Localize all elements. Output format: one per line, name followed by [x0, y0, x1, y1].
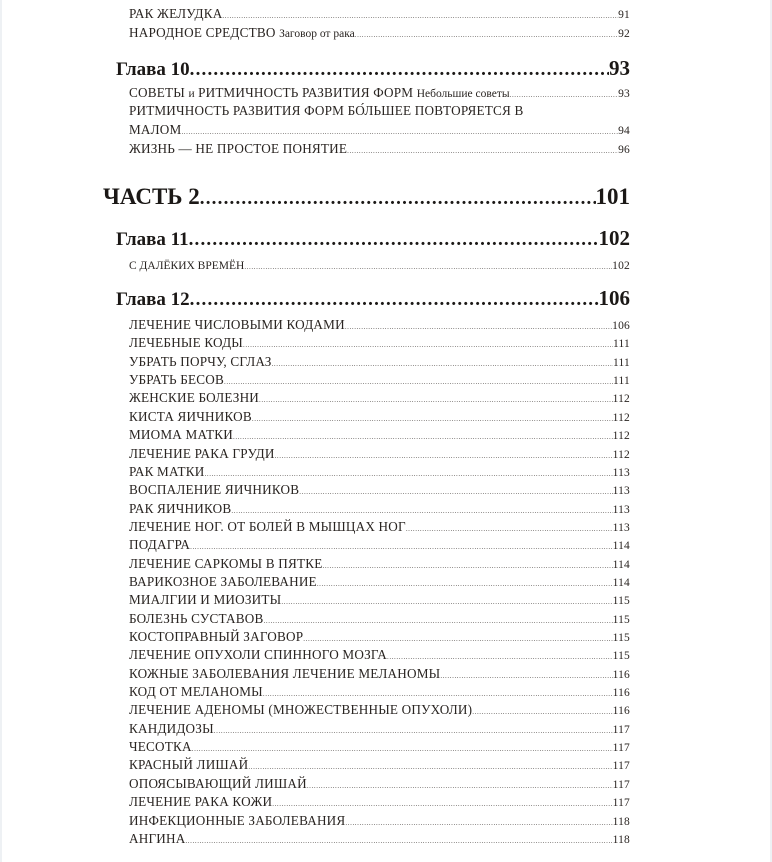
toc-entry-title: КИСТА ЯИЧНИКОВ [129, 408, 252, 424]
toc-entry-page: 117 [612, 723, 630, 736]
toc-entry[interactable] [129, 646, 630, 664]
toc-entry-title: РАК ЯИЧНИКОВ [129, 500, 232, 516]
toc-entry-page: 115 [612, 632, 630, 644]
toc-entry-page: 115 [612, 613, 630, 626]
dot-leader [307, 775, 613, 793]
toc-entry-page: 113 [612, 466, 630, 479]
toc-chapter-10[interactable] [116, 55, 630, 81]
toc-entry[interactable] [129, 793, 630, 811]
toc-entry[interactable] [129, 701, 630, 719]
toc-entry-title: ОПОЯСЫВАЮЩИЙ ЛИШАЙ [129, 775, 307, 791]
dot-leader [224, 371, 613, 389]
toc-entry-title: АНГИНА [129, 830, 186, 846]
toc-entry-title: МИОМА МАТКИ [129, 427, 233, 443]
toc-entry-page: 114 [612, 540, 630, 553]
toc-entry-page: 112 [612, 430, 630, 443]
toc-entry-page: 116 [612, 687, 630, 699]
dot-leader [189, 227, 599, 251]
toc-entry-title [129, 24, 355, 42]
toc-entry[interactable] [129, 518, 630, 536]
toc-entry-title: КОЖНЫЕ ЗАБОЛЕВАНИЯ ЛЕЧЕНИЕ МЕЛАНОМЫ [129, 665, 441, 681]
toc-entry[interactable] [129, 628, 630, 646]
toc-entry-page: 94 [618, 125, 630, 137]
dot-leader [263, 683, 613, 701]
toc-entry-page: 117 [612, 797, 630, 810]
toc-entry-page: 116 [612, 668, 630, 681]
toc-entry-title: ЖЕНСКИЕ БОЛЕЗНИ [129, 390, 260, 406]
toc-entry[interactable] [129, 121, 630, 139]
toc-entry[interactable] [129, 591, 630, 609]
toc-entry-page: 117 [612, 742, 630, 754]
toc-entry-title: ЖИЗНЬ — НЕ ПРОСТОЕ ПОНЯТИЕ [129, 141, 348, 156]
dot-leader [185, 830, 612, 848]
dot-leader [275, 445, 613, 463]
toc-entry-page: 111 [613, 375, 630, 388]
toc-entry-title: ИНФЕКЦИОННЫЕ ЗАБОЛЕВАНИЯ [129, 812, 346, 828]
toc-entry-page: 113 [612, 521, 630, 534]
chapter-title: Глава 11 [116, 229, 189, 250]
toc-entry-subtitle: Заговор от рака [279, 28, 355, 40]
dot-leader [303, 628, 612, 646]
toc-entry-page: 112 [612, 411, 630, 424]
toc-entry-page: 113 [612, 485, 630, 498]
toc-entry-page: 114 [612, 558, 630, 571]
dot-leader [281, 591, 612, 609]
toc-entry-title: КРАСНЫЙ ЛИШАЙ [129, 757, 249, 773]
toc-entry[interactable] [129, 720, 630, 738]
toc-entry-page: 96 [618, 144, 630, 156]
toc-entry-page: 115 [612, 650, 630, 663]
dot-leader [264, 610, 613, 628]
toc-entry-title: РАК ЖЕЛУДКА [129, 6, 223, 21]
toc-entry[interactable] [129, 445, 630, 463]
dot-leader [205, 463, 613, 481]
dot-leader [387, 646, 613, 664]
toc-entry[interactable] [129, 555, 630, 573]
toc-entry-title: ЛЕЧЕНИЕ АДЕНОМЫ (МНОЖЕСТВЕННЫЕ ОПУХОЛИ) [129, 702, 473, 718]
dot-leader [190, 57, 609, 81]
toc-entry-title: ЛЕЧЕНИЕ РАКА ГРУДИ [129, 445, 275, 461]
dot-leader [272, 353, 613, 371]
toc-entry-title: ПОДАГРА [129, 537, 191, 553]
toc-chapter-11[interactable] [116, 225, 630, 251]
toc-entry-title: РАК МАТКИ [129, 463, 205, 479]
toc-entry-connector: и [188, 88, 195, 100]
toc-entry-page: 113 [612, 503, 630, 516]
toc-part-2[interactable] [103, 181, 630, 213]
toc-entry-page: 93 [618, 88, 630, 100]
toc-entry[interactable] [129, 426, 630, 444]
toc-entry[interactable] [129, 683, 630, 701]
toc-entry[interactable] [129, 756, 630, 774]
toc-entry-page: 117 [612, 760, 630, 773]
part-page: 101 [595, 184, 630, 209]
dot-leader [222, 5, 618, 23]
toc-entry-title: КАНДИДОЗЫ [129, 720, 214, 736]
dot-leader [214, 720, 613, 738]
toc-entry-title: МАЛОМ [129, 122, 182, 137]
toc-entry[interactable] [129, 24, 630, 42]
toc-entry-title: ВОСПАЛЕНИЕ ЯИЧНИКОВ [129, 482, 300, 498]
toc-entry-page: 118 [612, 833, 630, 846]
dot-leader [181, 121, 618, 139]
toc-entry-title-second: РИТМИЧНОСТЬ РАЗВИТИЯ ФОРМ [198, 85, 414, 100]
dot-leader [200, 181, 596, 213]
toc-entry-title-main: СОВЕТЫ [129, 85, 185, 100]
toc-entry-subtitle: Небольшие советы [416, 88, 510, 100]
toc-entry-title: УБРАТЬ ПОРЧУ, СГЛАЗ [129, 353, 272, 369]
toc-entry-page: 91 [618, 9, 630, 21]
dot-leader [345, 812, 612, 830]
dot-leader [345, 316, 612, 334]
toc-entry-title: ЛЕЧЕБНЫЕ КОДЫ [129, 335, 244, 351]
chapter-title: Глава 12 [116, 289, 190, 310]
toc-entry[interactable] [129, 665, 630, 683]
toc-entry[interactable] [129, 500, 630, 518]
toc-entry-page: 114 [612, 576, 630, 589]
toc-entry[interactable] [129, 408, 630, 426]
dot-leader [272, 793, 612, 811]
toc-entry[interactable] [129, 316, 630, 334]
toc-entry[interactable] [129, 5, 630, 23]
page-edge-left [0, 0, 2, 862]
toc-entry-page: 117 [612, 778, 630, 791]
dot-leader [317, 573, 613, 591]
chapter-page: 102 [598, 226, 630, 250]
dot-leader [248, 756, 612, 774]
toc-entry-title: ВАРИКОЗНОЕ ЗАБОЛЕВАНИЕ [129, 573, 317, 589]
dot-leader [252, 408, 613, 426]
dot-leader [299, 481, 612, 499]
toc-entry[interactable] [129, 481, 630, 499]
chapter-title: Глава 10 [116, 59, 190, 80]
toc-entry-title: С ДАЛЁКИХ ВРЕМЁН [129, 260, 245, 272]
dot-leader [440, 665, 612, 683]
toc-entry-title: УБРАТЬ БЕСОВ [129, 372, 224, 388]
toc-entry[interactable] [129, 389, 630, 407]
dot-leader [244, 256, 612, 274]
dot-leader [190, 536, 612, 554]
dot-leader [355, 24, 618, 42]
toc-entry-title-main: НАРОДНОЕ СРЕДСТВО [129, 25, 276, 40]
toc-entry[interactable] [129, 573, 630, 591]
toc-entry-page: 102 [612, 260, 630, 272]
toc-entry-title: ЛЕЧЕНИЕ РАКА КОЖИ [129, 794, 273, 810]
toc-entry-page: 116 [612, 705, 630, 718]
toc-entry-title: ЧЕСОТКА [129, 739, 192, 754]
toc-entry-page: 111 [613, 356, 630, 369]
toc-entry[interactable] [129, 610, 630, 628]
toc-entry-title: МИАЛГИИ И МИОЗИТЫ [129, 592, 282, 608]
toc-entry[interactable] [129, 830, 630, 848]
toc-entry[interactable] [129, 353, 630, 371]
toc-entry[interactable] [129, 140, 630, 158]
chapter-page: 106 [598, 286, 630, 310]
toc-entry[interactable] [129, 812, 630, 830]
toc-entry[interactable] [129, 371, 630, 389]
toc-entry-title: ЛЕЧЕНИЕ НОГ. ОТ БОЛЕЙ В МЫШЦАХ НОГ [129, 518, 406, 534]
toc-entry[interactable] [129, 463, 630, 481]
toc-chapter-12[interactable] [116, 285, 630, 311]
dot-leader [243, 334, 613, 352]
toc-entry[interactable] [129, 84, 630, 102]
toc-entry-title-wrapped[interactable]: РИТМИЧНОСТЬ РАЗВИТИЯ ФОРМ БО́ЛЬШЕЕ ПОВТОРЯЕТСЯ В [129, 103, 524, 118]
toc-entry-page: 112 [612, 393, 630, 406]
toc-entry-page: 112 [612, 448, 630, 461]
toc-entry[interactable] [129, 536, 630, 554]
dot-leader [510, 84, 619, 102]
dot-leader [322, 555, 612, 573]
dot-leader [231, 500, 612, 518]
dot-leader [190, 287, 599, 311]
chapter-page: 93 [609, 56, 630, 80]
toc-entry-page: 92 [618, 28, 630, 40]
toc-entry-page: 118 [612, 815, 630, 828]
toc-entry-page: 111 [613, 338, 630, 351]
toc-entry[interactable] [129, 334, 630, 352]
dot-leader [192, 738, 613, 756]
toc-entry[interactable] [129, 256, 630, 274]
dot-leader [259, 389, 613, 407]
toc-entry-title: ЛЕЧЕНИЕ ОПУХОЛИ СПИННОГО МОЗГА [129, 647, 387, 663]
dot-leader [406, 518, 613, 536]
toc-entry[interactable] [129, 775, 630, 793]
toc-entry-page: 115 [612, 595, 630, 608]
toc-entry-title: ЛЕЧЕНИЕ САРКОМЫ В ПЯТКЕ [129, 555, 323, 571]
dot-leader [472, 701, 612, 719]
toc-entry-title: ЛЕЧЕНИЕ ЧИСЛОВЫМИ КОДАМИ [129, 317, 345, 332]
dot-leader [233, 426, 613, 444]
toc-entry[interactable] [129, 738, 630, 756]
toc-entry-title: КОД ОТ МЕЛАНОМЫ [129, 684, 263, 699]
toc-entry-title: КОСТОПРАВНЫЙ ЗАГОВОР [129, 629, 304, 644]
toc-entry-page: 106 [612, 320, 630, 332]
toc-entry-title [129, 84, 510, 102]
part-title: ЧАСТЬ 2 [103, 184, 200, 209]
toc-entry-title: БОЛЕЗНЬ СУСТАВОВ [129, 610, 264, 626]
dot-leader [347, 140, 618, 158]
